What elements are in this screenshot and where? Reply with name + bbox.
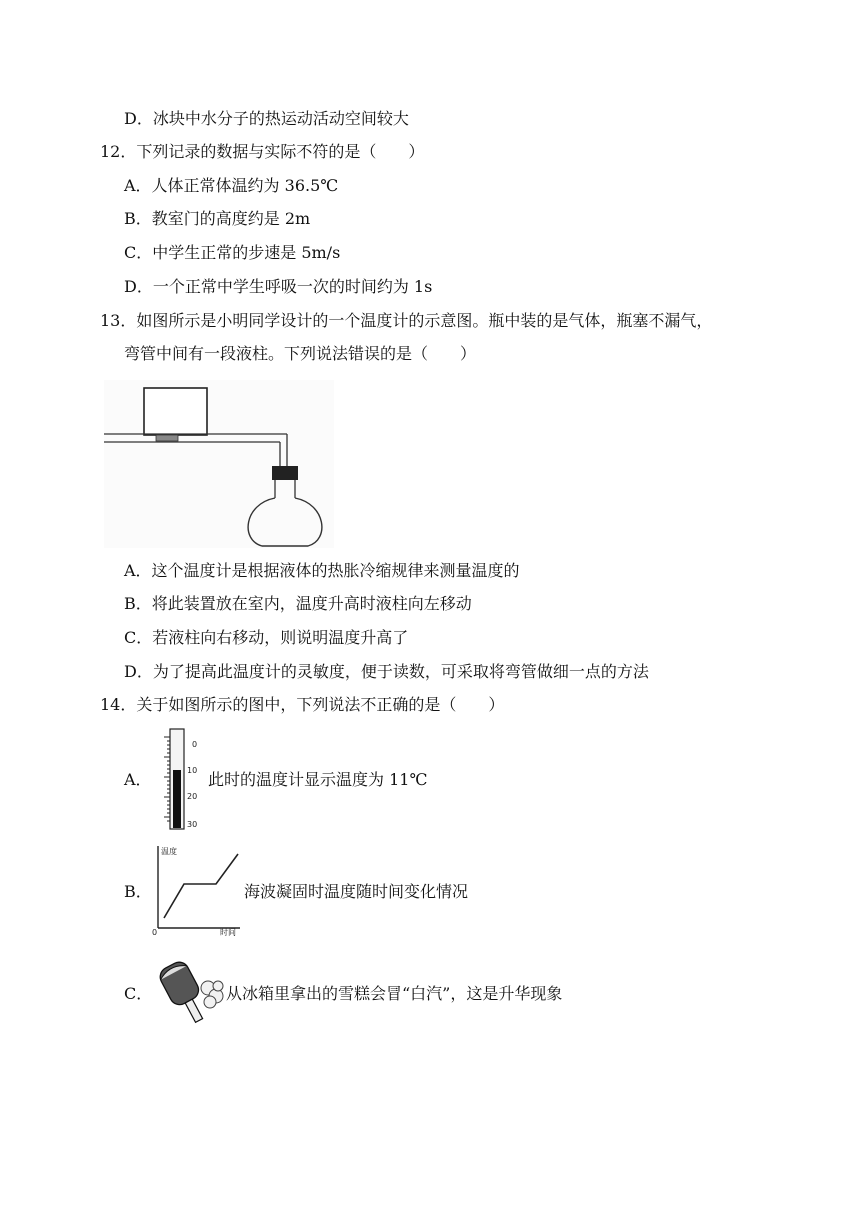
thermo-tick-10: 10 xyxy=(187,766,198,775)
q14-temperature-time-graph xyxy=(150,844,242,936)
q12-option-d: D．一个正常中学生呼吸一次的时间约为 1s xyxy=(124,277,433,296)
q12-stem: 12．下列记录的数据与实际不符的是（ ） xyxy=(100,142,425,161)
q14-popsicle-image xyxy=(154,956,226,1030)
q14-stem: 14．关于如图所示的图中，下列说法不正确的是（ ） xyxy=(100,695,505,714)
q13-option-d: D．为了提高此温度计的灵敏度，便于读数，可采取将弯管做细一点的方法 xyxy=(124,662,649,681)
q13-option-c: C．若液柱向右移动，则说明温度升高了 xyxy=(124,628,409,647)
q14-option-c-label: C． xyxy=(124,984,153,1003)
graph-xlabel: 时间 xyxy=(220,928,236,936)
q12-option-a: A．人体正常体温约为 36.5℃ xyxy=(124,176,339,195)
q13-thermometer-diagram xyxy=(104,380,334,548)
q13-stem-line2: 弯管中间有一段液柱。下列说法错误的是（ ） xyxy=(124,344,477,363)
q14-option-a-text: 此时的温度计显示温度为 11℃ xyxy=(208,770,428,789)
thermo-tick-20: 20 xyxy=(187,792,198,801)
q14-option-a-label: A． xyxy=(124,770,152,789)
graph-origin: 0 xyxy=(152,928,158,936)
graph-ylabel: 温度 xyxy=(161,847,177,856)
q14-thermometer-image xyxy=(160,727,210,831)
q13-stem-line1: 13．如图所示是小明同学设计的一个温度计的示意图。瓶中装的是气体，瓶塞不漏气， xyxy=(100,311,713,330)
q14-option-b-text: 海波凝固时温度随时间变化情况 xyxy=(244,882,469,901)
thermo-tick-30: 30 xyxy=(187,820,198,829)
q14-option-c-text: 从冰箱里拿出的雪糕会冒“白汽”，这是升华现象 xyxy=(226,984,563,1003)
q13-option-a: A．这个温度计是根据液体的热胀冷缩规律来测量温度的 xyxy=(124,561,520,580)
q14-option-b-label: B． xyxy=(124,882,152,901)
q12-option-c: C．中学生正常的步速是 5m/s xyxy=(124,243,341,262)
q13-option-b: B．将此装置放在室内，温度升高时液柱向左移动 xyxy=(124,594,472,613)
q12-option-b: B．教室门的高度约是 2m xyxy=(124,209,311,228)
q11-option-d: D．冰块中水分子的热运动活动空间较大 xyxy=(124,109,409,128)
thermo-tick-0: 0 xyxy=(192,740,198,749)
